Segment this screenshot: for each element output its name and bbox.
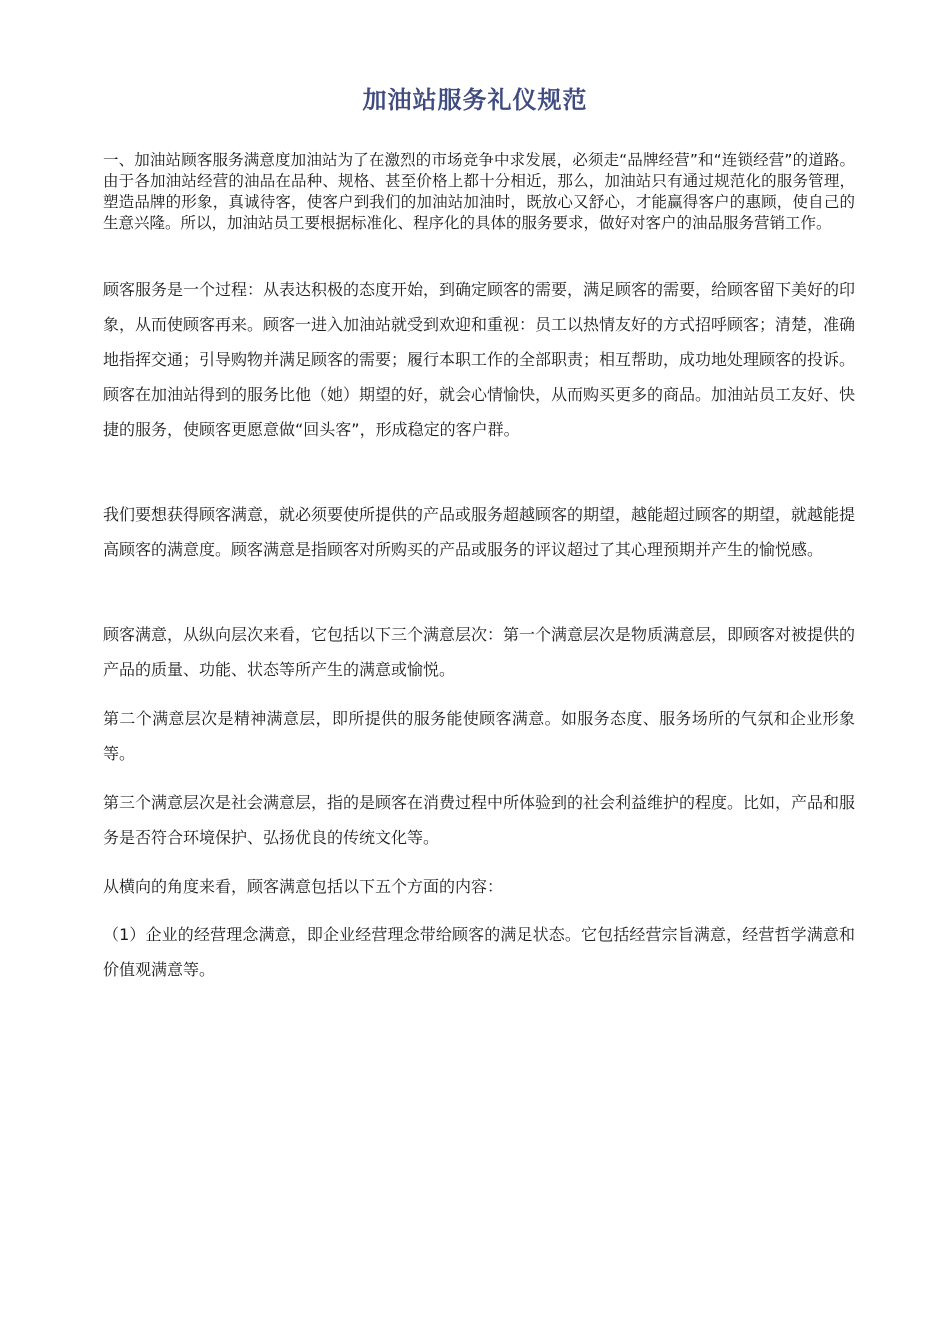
paragraph-third-level: 第三个满意层次是社会满意层，指的是顾客在消费过程中所体验到的社会利益维护的程度。比如，产品和服务是否符合环境保护、弘扬优良的传统文化等。 (103, 793, 856, 847)
document-title: 加油站服务礼仪规范 (362, 86, 588, 114)
paragraph-vertical-levels: 顾客满意，从纵向层次来看，它包括以下三个满意层次：第一个满意层次是物质满意层，即顾客对被提供的产品的质量、功能、状态等所产生的满意或愉悦。 (103, 625, 856, 679)
paragraph-service-process: 顾客服务是一个过程：从表达积极的态度开始，到确定顾客的需要，满足顾客的需要，给顾客留下美好的印象，从而使顾客再来。顾客一进入加油站就受到欢迎和重视：员工以热情友好的方式招呼顾客；清楚，准确地指挥交通；引导购物并满足顾客的需要；履行本职工作的全部职责；相互帮助，成功地处理顾客的投诉。顾客在加油站得到的服务比他（她）期望的好，就会心情愉快，从而购买更多的商品。加油站员工友好、快捷的服务，使顾客更愿意做“回头客”，形成稳定的客户群。 (103, 280, 856, 439)
paragraph-item-1: （1）企业的经营理念满意，即企业经营理念带给顾客的满足状态。它包括经营宗旨满意，经营哲学满意和价值观满意等。 (103, 925, 855, 979)
intro-paragraph: 一、加油站顾客服务满意度加油站为了在激烈的市场竞争中求发展，必须走“品牌经营”和“连锁经营”的道路。由于各加油站经营的油品在品种、规格、甚至价格上都十分相近，那么，加油站只有通过规范化的服务管理，塑造品牌的形象，真诚待客，使客户到我们的加油站加油时，既放心又舒心，才能赢得客户的惠顾，使自己的生意兴隆。所以，加油站员工要根据标准化、程序化的具体的服务要求，做好对客户的油品服务营销工作。 (103, 151, 855, 232)
paragraph-customer-satisfaction: 我们要想获得顾客满意，就必须要使所提供的产品或服务超越顾客的期望，越能超过顾客的期望，就越能提高顾客的满意度。顾客满意是指顾客对所购买的产品或服务的评议超过了其心理预期并产生的愉悦感。 (103, 505, 856, 559)
paragraph-second-level: 第二个满意层次是精神满意层，即所提供的服务能使顾客满意。如服务态度、服务场所的气氛和企业形象等。 (103, 709, 855, 763)
paragraph-horizontal-aspects: 从横向的角度来看，顾客满意包括以下五个方面的内容： (103, 877, 504, 896)
